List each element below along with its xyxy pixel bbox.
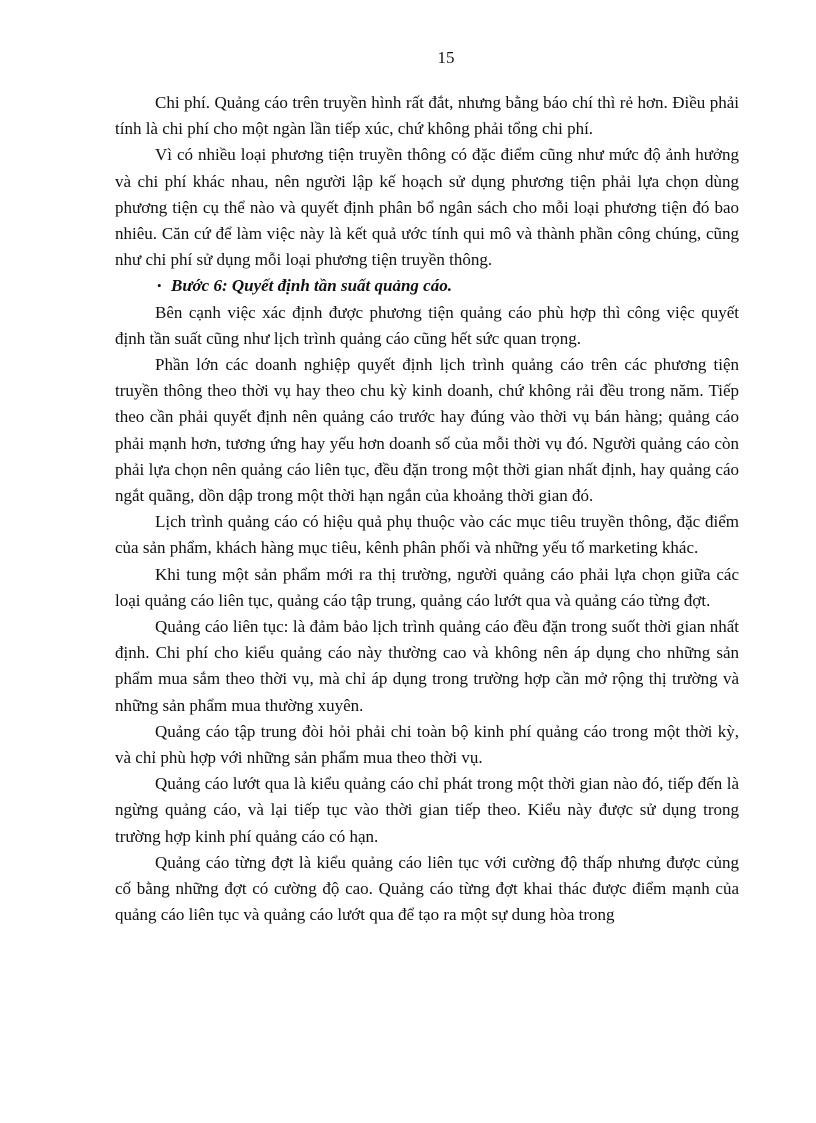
- paragraph-scheduling: Phần lớn các doanh nghiệp quyết định lịch trình quảng cáo trên các phương tiện truyền thông theo thời vụ hay theo chu kỳ kinh doanh, chứ không rải đều trong năm. Tiếp theo cần phải quyết định nên quảng cáo trước hay đúng vào thời vụ bán hàng; quảng cáo phải mạnh hơn, tương ứng hay yếu hơn doanh số của mỗi thời vụ đó. Người quảng cáo còn phải lựa chọn nên quảng cáo liên tục, đều đặn trong một thời gian nhất định, hay quảng cáo ngắt quãng, dồn dập trong một thời hạn ngắn của khoảng thời gian đó.: [115, 355, 739, 506]
- bullet-icon: •: [157, 278, 162, 294]
- section-heading-text: Bước 6: Quyết định tần suất quảng cáo.: [171, 276, 452, 296]
- paragraph-new-product: Khi tung một sản phẩm mới ra thị trường, người quảng cáo phải lựa chọn giữa các loại quảng cáo liên tục, quảng cáo tập trung, quảng cáo lướt qua và quảng cáo từng đợt.: [115, 564, 739, 610]
- paragraph-flighting-ads: Quảng cáo lướt qua là kiểu quảng cáo chỉ phát trong một thời gian nào đó, tiếp đến là ngừng quảng cáo, và lại tiếp tục vào thời gian tiếp theo. Kiểu này được sử dụng trong trường hợp kinh phí quảng cáo có hạn.: [115, 774, 739, 846]
- paragraph-concentrated-ads: Quảng cáo tập trung đòi hỏi phải chi toàn bộ kinh phí quảng cáo trong một thời kỳ, và chỉ phù hợp với những sản phẩm mua theo thời vụ.: [115, 721, 739, 768]
- paragraph-media-allocation: Vì có nhiều loại phương tiện truyền thông có đặc điểm cũng như mức độ ảnh hưởng và chi phí khác nhau, nên người lập kế hoạch sử dụng phương tiện phải lựa chọn dùng phương tiện cụ thể nào và quyết định phân bổ ngân sách cho mỗi loại phương tiện đó bao nhiêu. Căn cứ để làm việc này là kết quả ước tính qui mô và thành phần công chúng, cũng như chi phí sử dụng mỗi loại phương tiện truyền thông.: [115, 145, 739, 270]
- paragraph-pulsing-ads: Quảng cáo từng đợt là kiểu quảng cáo liên tục với cường độ thấp nhưng được củng cố bằng những đợt có cường độ cao. Quảng cáo từng đợt khai thác được điểm mạnh của quảng cáo liên tục và quảng cáo lướt qua để tạo ra một sự dung hòa trong: [115, 852, 739, 925]
- paragraph-effective-schedule: Lịch trình quảng cáo có hiệu quả phụ thuộc vào các mục tiêu truyền thông, đặc điểm của sản phẩm, khách hàng mục tiêu, kênh phân phối và những yếu tố marketing khác.: [115, 512, 739, 558]
- paragraph-continuous-ads: Quảng cáo liên tục: là đảm bảo lịch trình quảng cáo đều đặn trong suốt thời gian nhất định. Chi phí cho kiểu quảng cáo này thường cao và không nên áp dụng cho những sản phẩm mua sắm theo thời vụ, mà chỉ áp dụng trong trường hợp cần mở rộng thị trường và những sản phẩm mua thường xuyên.: [115, 617, 739, 715]
- paragraph-frequency-intro: Bên cạnh việc xác định được phương tiện quảng cáo phù hợp thì công việc quyết định tần suất cũng như lịch trình quảng cáo cũng hết sức quan trọng.: [115, 302, 739, 348]
- document-body: [115, 90, 739, 929]
- page-number: 15: [437, 48, 455, 67]
- section-heading-step-6: [115, 273, 739, 299]
- paragraph-cost: Chi phí. Quảng cáo trên truyền hình rất đắt, nhưng bằng báo chí thì rẻ hơn. Điều phải tính là chi phí cho một ngàn lần tiếp xúc, chứ không phải tổng chi phí.: [115, 93, 739, 139]
